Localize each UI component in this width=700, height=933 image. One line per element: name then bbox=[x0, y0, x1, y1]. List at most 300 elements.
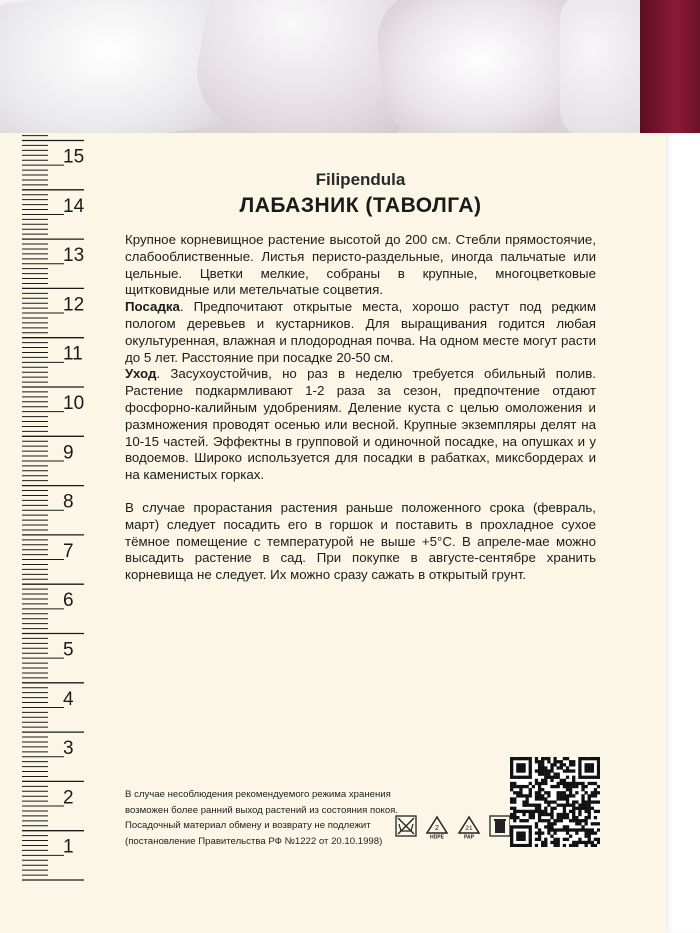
qr-module bbox=[553, 757, 556, 760]
qr-module bbox=[550, 810, 553, 813]
ruler-label: 6 bbox=[63, 590, 74, 612]
qr-module bbox=[557, 819, 560, 822]
qr-module bbox=[538, 813, 541, 816]
qr-module bbox=[575, 807, 578, 810]
qr-module bbox=[581, 804, 584, 807]
qr-module bbox=[566, 782, 569, 785]
qr-module bbox=[522, 769, 525, 772]
ruler-label: 11 bbox=[63, 343, 83, 365]
qr-module bbox=[591, 822, 594, 825]
qr-module bbox=[569, 782, 572, 785]
qr-module bbox=[526, 844, 529, 847]
qr-module bbox=[597, 810, 600, 813]
qr-module bbox=[526, 800, 529, 803]
qr-module bbox=[522, 776, 525, 779]
qr-module bbox=[526, 785, 529, 788]
qr-module bbox=[584, 800, 587, 803]
qr-module bbox=[529, 794, 532, 797]
ruler-label: 12 bbox=[63, 294, 85, 316]
qr-module bbox=[553, 760, 556, 763]
qr-module bbox=[584, 763, 587, 766]
qr-module bbox=[547, 828, 550, 831]
qr-module bbox=[584, 835, 587, 838]
qr-module bbox=[516, 763, 519, 766]
qr-module bbox=[575, 800, 578, 803]
qr-module bbox=[538, 769, 541, 772]
qr-module bbox=[513, 819, 516, 822]
qr-module bbox=[538, 828, 541, 831]
qr-module bbox=[519, 831, 522, 834]
qr-module bbox=[569, 835, 572, 838]
qr-module bbox=[588, 810, 591, 813]
qr-module bbox=[597, 841, 600, 844]
qr-module bbox=[563, 791, 566, 794]
qr-module bbox=[584, 785, 587, 788]
qr-module bbox=[529, 810, 532, 813]
qr-module bbox=[532, 785, 535, 788]
qr-module bbox=[510, 773, 513, 776]
latin-name: Filipendula bbox=[315, 170, 406, 189]
qr-module bbox=[544, 810, 547, 813]
qr-module bbox=[578, 807, 581, 810]
qr-module bbox=[584, 791, 587, 794]
qr-module bbox=[584, 841, 587, 844]
qr-module bbox=[519, 788, 522, 791]
qr-module bbox=[547, 804, 550, 807]
qr-module bbox=[541, 844, 544, 847]
qr-module bbox=[563, 807, 566, 810]
qr-module bbox=[563, 844, 566, 847]
qr-module bbox=[572, 769, 575, 772]
qr-module bbox=[541, 760, 544, 763]
qr-module bbox=[538, 785, 541, 788]
qr-module bbox=[578, 776, 581, 779]
qr-module bbox=[550, 776, 553, 779]
qr-module bbox=[572, 828, 575, 831]
qr-module bbox=[550, 825, 553, 828]
qr-module bbox=[550, 800, 553, 803]
qr-module bbox=[584, 819, 587, 822]
qr-module bbox=[557, 773, 560, 776]
qr-module bbox=[522, 844, 525, 847]
qr-module bbox=[594, 757, 597, 760]
qr-module bbox=[560, 763, 563, 766]
qr-module bbox=[522, 800, 525, 803]
qr-module bbox=[538, 835, 541, 838]
qr-module bbox=[544, 813, 547, 816]
qr-module bbox=[516, 757, 519, 760]
qr-module bbox=[566, 816, 569, 819]
qr-module bbox=[572, 782, 575, 785]
qr-module bbox=[516, 816, 519, 819]
qr-module bbox=[522, 813, 525, 816]
qr-module bbox=[522, 766, 525, 769]
qr-module bbox=[581, 785, 584, 788]
qr-module bbox=[547, 831, 550, 834]
qr-module bbox=[569, 804, 572, 807]
qr-module bbox=[550, 828, 553, 831]
qr-module bbox=[560, 760, 563, 763]
qr-module bbox=[538, 766, 541, 769]
qr-module bbox=[522, 810, 525, 813]
qr-module bbox=[522, 763, 525, 766]
qr-module bbox=[563, 825, 566, 828]
footer-line: Посадочный материал обмену и возврату не подлежит bbox=[125, 820, 371, 831]
qr-module bbox=[538, 810, 541, 813]
qr-module bbox=[557, 785, 560, 788]
qr-module bbox=[572, 816, 575, 819]
qr-module bbox=[588, 813, 591, 816]
qr-module bbox=[519, 763, 522, 766]
qr-module bbox=[522, 819, 525, 822]
qr-module bbox=[597, 828, 600, 831]
footer-line: (постановление Правительства РФ №1222 от 20.10.1998) bbox=[125, 835, 383, 847]
qr-module bbox=[560, 779, 563, 782]
qr-module bbox=[547, 769, 550, 772]
qr-module bbox=[591, 841, 594, 844]
qr-module bbox=[510, 816, 513, 819]
qr-module bbox=[575, 822, 578, 825]
qr-module bbox=[544, 791, 547, 794]
qr-module bbox=[519, 819, 522, 822]
qr-module bbox=[513, 810, 516, 813]
qr-module bbox=[584, 769, 587, 772]
qr-module bbox=[594, 794, 597, 797]
qr-module bbox=[519, 835, 522, 838]
qr-module bbox=[588, 838, 591, 841]
maroon-packaging-edge bbox=[640, 0, 700, 135]
qr-module bbox=[588, 828, 591, 831]
qr-module bbox=[550, 813, 553, 816]
qr-module bbox=[550, 816, 553, 819]
qr-module bbox=[519, 825, 522, 828]
qr-module bbox=[550, 785, 553, 788]
description-paragraph: Крупное корневищное растение высотой до 200 см. Стебли прямостоячие, слабооблиственные. Листья перисто-раздельные, иногда пальчатые или цельные. Цветки мелкие, собраны в крупные, многоцветковые щитковидные или метельчатые соцветия. bbox=[125, 232, 596, 298]
qr-module bbox=[544, 844, 547, 847]
qr-module bbox=[550, 766, 553, 769]
qr-module bbox=[510, 757, 513, 760]
qr-module bbox=[535, 782, 538, 785]
qr-module bbox=[513, 782, 516, 785]
qr-module bbox=[510, 776, 513, 779]
qr-module bbox=[594, 831, 597, 834]
qr-module bbox=[553, 807, 556, 810]
qr-module bbox=[544, 766, 547, 769]
qr-module bbox=[557, 782, 560, 785]
qr-module bbox=[588, 835, 591, 838]
qr-module bbox=[522, 794, 525, 797]
qr-module bbox=[566, 825, 569, 828]
qr-module bbox=[563, 804, 566, 807]
qr-module bbox=[578, 763, 581, 766]
qr-module bbox=[510, 785, 513, 788]
qr-module bbox=[526, 757, 529, 760]
qr-module bbox=[510, 797, 513, 800]
qr-module bbox=[538, 791, 541, 794]
qr-module bbox=[547, 794, 550, 797]
qr-module bbox=[584, 822, 587, 825]
qr-module bbox=[560, 794, 563, 797]
qr-module bbox=[550, 822, 553, 825]
qr-module bbox=[588, 841, 591, 844]
qr-module bbox=[572, 804, 575, 807]
qr-module bbox=[566, 788, 569, 791]
hdpe-number: 2 bbox=[435, 825, 439, 832]
ruler-labels bbox=[63, 147, 85, 858]
qr-module bbox=[594, 776, 597, 779]
qr-module bbox=[588, 804, 591, 807]
qr-module bbox=[541, 831, 544, 834]
qr-module bbox=[557, 797, 560, 800]
qr-module bbox=[572, 813, 575, 816]
qr-module bbox=[541, 810, 544, 813]
qr-module bbox=[529, 841, 532, 844]
qr-module bbox=[547, 776, 550, 779]
hdpe-recycle-icon bbox=[425, 815, 449, 839]
qr-module bbox=[563, 828, 566, 831]
qr-module bbox=[575, 785, 578, 788]
qr-module bbox=[529, 760, 532, 763]
qr-module bbox=[581, 819, 584, 822]
qr-module bbox=[563, 757, 566, 760]
qr-module bbox=[529, 788, 532, 791]
qr-module bbox=[591, 766, 594, 769]
qr-module bbox=[538, 782, 541, 785]
care-paragraph bbox=[125, 366, 596, 484]
qr-module bbox=[584, 816, 587, 819]
qr-module bbox=[597, 838, 600, 841]
qr-module bbox=[544, 769, 547, 772]
qr-module bbox=[526, 794, 529, 797]
qr-module bbox=[538, 773, 541, 776]
qr-module bbox=[529, 813, 532, 816]
qr-module bbox=[575, 816, 578, 819]
qr-module bbox=[572, 779, 575, 782]
qr-module bbox=[529, 763, 532, 766]
qr-module bbox=[535, 838, 538, 841]
qr-module bbox=[510, 788, 513, 791]
storage-warning bbox=[125, 787, 425, 849]
qr-module bbox=[591, 769, 594, 772]
qr-module bbox=[575, 782, 578, 785]
qr-module bbox=[566, 785, 569, 788]
qr-module bbox=[578, 769, 581, 772]
qr-module bbox=[510, 835, 513, 838]
qr-module bbox=[560, 819, 563, 822]
qr-module bbox=[597, 791, 600, 794]
qr-module bbox=[544, 841, 547, 844]
qr-module bbox=[553, 841, 556, 844]
qr-module bbox=[535, 797, 538, 800]
qr-module bbox=[569, 810, 572, 813]
qr-module bbox=[535, 769, 538, 772]
qr-module bbox=[553, 785, 556, 788]
qr-module bbox=[594, 844, 597, 847]
qr-module bbox=[588, 776, 591, 779]
qr-module bbox=[529, 816, 532, 819]
planting-paragraph bbox=[125, 299, 596, 366]
qr-module bbox=[563, 816, 566, 819]
qr-module bbox=[569, 760, 572, 763]
qr-module bbox=[588, 797, 591, 800]
qr-module bbox=[563, 779, 566, 782]
qr-module bbox=[510, 844, 513, 847]
ruler-label: 2 bbox=[63, 787, 74, 809]
qr-module bbox=[510, 760, 513, 763]
qr-module bbox=[510, 763, 513, 766]
qr-module bbox=[572, 810, 575, 813]
qr-module bbox=[526, 776, 529, 779]
qr-module bbox=[519, 776, 522, 779]
qr-module bbox=[513, 800, 516, 803]
qr-module bbox=[569, 788, 572, 791]
qr-module bbox=[591, 794, 594, 797]
qr-module bbox=[578, 813, 581, 816]
qr-module bbox=[538, 763, 541, 766]
hdpe-label: HDPE bbox=[430, 834, 444, 839]
qr-module bbox=[538, 760, 541, 763]
footer-line: возможен более ранний выход растений из состояния покоя. bbox=[125, 804, 399, 816]
qr-module bbox=[584, 828, 587, 831]
qr-module bbox=[581, 800, 584, 803]
qr-module bbox=[529, 844, 532, 847]
qr-module bbox=[541, 788, 544, 791]
ruler-label: 14 bbox=[63, 195, 85, 217]
qr-module bbox=[578, 838, 581, 841]
plastic-wrap-background bbox=[0, 0, 700, 135]
qr-module bbox=[532, 816, 535, 819]
qr-module bbox=[588, 800, 591, 803]
qr-module bbox=[566, 776, 569, 779]
qr-module bbox=[572, 844, 575, 847]
qr-module bbox=[532, 804, 535, 807]
qr-module bbox=[575, 831, 578, 834]
qr-module bbox=[588, 757, 591, 760]
qr-module bbox=[538, 838, 541, 841]
qr-module bbox=[535, 760, 538, 763]
qr-module bbox=[519, 757, 522, 760]
qr-module bbox=[544, 773, 547, 776]
qr-module bbox=[510, 831, 513, 834]
qr-module bbox=[563, 797, 566, 800]
qr-module bbox=[581, 794, 584, 797]
ruler-label: 9 bbox=[63, 442, 74, 464]
recycling-icons bbox=[395, 815, 511, 839]
qr-module bbox=[581, 782, 584, 785]
qr-module bbox=[575, 841, 578, 844]
qr-module bbox=[541, 794, 544, 797]
qr-module bbox=[550, 769, 553, 772]
qr-module bbox=[566, 757, 569, 760]
packet-content bbox=[125, 170, 596, 584]
qr-module bbox=[544, 757, 547, 760]
qr-module bbox=[597, 800, 600, 803]
qr-module bbox=[581, 797, 584, 800]
qr-module bbox=[532, 813, 535, 816]
qr-module bbox=[541, 819, 544, 822]
qr-module bbox=[557, 828, 560, 831]
qr-module bbox=[529, 769, 532, 772]
plastic-wrap-fold bbox=[373, 0, 588, 135]
qr-module bbox=[547, 822, 550, 825]
qr-module bbox=[529, 757, 532, 760]
qr-module bbox=[535, 794, 538, 797]
qr-module bbox=[588, 763, 591, 766]
qr-module bbox=[510, 782, 513, 785]
qr-module bbox=[510, 825, 513, 828]
qr-module bbox=[541, 797, 544, 800]
qr-module bbox=[560, 816, 563, 819]
qr-module bbox=[529, 791, 532, 794]
qr-module bbox=[560, 828, 563, 831]
qr-module bbox=[591, 763, 594, 766]
qr-module bbox=[529, 825, 532, 828]
qr-module bbox=[513, 785, 516, 788]
qr-module bbox=[529, 828, 532, 831]
qr-module bbox=[541, 779, 544, 782]
qr-module bbox=[578, 841, 581, 844]
qr-module bbox=[519, 794, 522, 797]
qr-module bbox=[594, 791, 597, 794]
qr-module bbox=[550, 807, 553, 810]
qr-module bbox=[538, 804, 541, 807]
qr-module bbox=[569, 819, 572, 822]
qr-module bbox=[557, 760, 560, 763]
qr-module bbox=[591, 782, 594, 785]
qr-module bbox=[566, 766, 569, 769]
qr-module bbox=[557, 804, 560, 807]
qr-module bbox=[519, 844, 522, 847]
qr-module bbox=[584, 810, 587, 813]
qr-module bbox=[566, 800, 569, 803]
qr-module bbox=[550, 835, 553, 838]
qr-module bbox=[529, 776, 532, 779]
qr-module bbox=[563, 794, 566, 797]
qr-module bbox=[541, 782, 544, 785]
qr-module bbox=[588, 782, 591, 785]
qr-module bbox=[572, 785, 575, 788]
plant-title: ЛАБАЗНИК (ТАВОЛГА) bbox=[239, 194, 482, 217]
qr-module bbox=[526, 810, 529, 813]
qr-module bbox=[588, 816, 591, 819]
qr-module bbox=[557, 841, 560, 844]
qr-module bbox=[516, 794, 519, 797]
qr-module bbox=[591, 844, 594, 847]
qr-module bbox=[563, 782, 566, 785]
qr-module bbox=[588, 766, 591, 769]
qr-module bbox=[557, 838, 560, 841]
qr-module bbox=[516, 825, 519, 828]
qr-module bbox=[538, 788, 541, 791]
qr-module bbox=[594, 788, 597, 791]
qr-module bbox=[522, 831, 525, 834]
ruler-label: 15 bbox=[63, 146, 85, 168]
qr-module bbox=[550, 763, 553, 766]
qr-module bbox=[553, 838, 556, 841]
qr-module bbox=[581, 788, 584, 791]
qr-module bbox=[584, 776, 587, 779]
qr-module bbox=[526, 819, 529, 822]
qr-module bbox=[519, 769, 522, 772]
qr-module bbox=[516, 810, 519, 813]
qr-module bbox=[563, 763, 566, 766]
qr-module bbox=[591, 800, 594, 803]
qr-module bbox=[541, 766, 544, 769]
qr-module bbox=[560, 766, 563, 769]
qr-module bbox=[547, 813, 550, 816]
qr-module bbox=[569, 763, 572, 766]
qr-module bbox=[535, 825, 538, 828]
